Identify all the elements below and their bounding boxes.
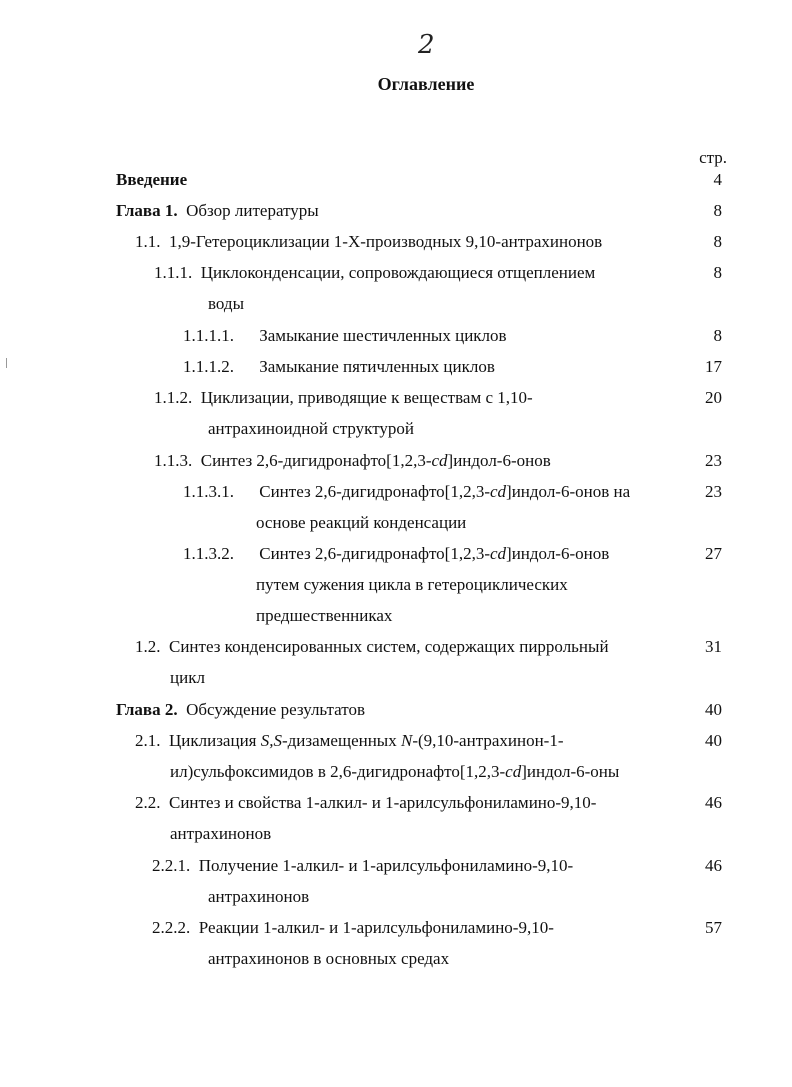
toc-page: 46 [705, 793, 722, 812]
toc-entry-1-1[interactable] [135, 232, 602, 252]
toc-page: 40 [705, 731, 722, 750]
toc-entry-label: Синтез конденсированных систем, содержащих пиррольный [169, 637, 609, 656]
toc-entry-label-italic: cd [431, 451, 448, 470]
toc-page: 4 [713, 170, 722, 189]
toc-entry-label: Обсуждение результатов [186, 700, 366, 719]
toc-page: 57 [705, 918, 722, 937]
toc-entry-1-1-2[interactable] [154, 388, 533, 408]
toc-entry-label-part: Синтез 2,6-дигидронафто[1,2,3- [259, 482, 490, 501]
toc-entry-label-part: ]индол-6-онов [506, 544, 610, 563]
toc-entry-number: 1.1. [135, 232, 161, 251]
toc-entry-continuation: антрахинонов в основных средах [208, 949, 450, 968]
toc-entry-continuation: антрахинонов [208, 887, 310, 906]
toc-entry-continuation: воды [208, 294, 244, 313]
toc-entry-label: Циклоконденсации, сопровождающиеся отщеплением [200, 263, 596, 282]
toc-entry-label: Синтез и свойства 1-алкил- и 1-арилсульфониламино-9,10- [169, 793, 597, 812]
toc-entry-2-2-2[interactable] [152, 918, 554, 938]
toc-entry-label-part: ]индол-6-онов на [506, 482, 631, 501]
toc-entry-number: 2.1. [135, 731, 161, 750]
toc-entry-continuation: предшественниках [256, 606, 393, 625]
toc-entry-label-part: ]индол-6-онов [447, 451, 551, 470]
toc-entry-label-italic: cd [505, 762, 522, 781]
toc-entry-number: 1.1.1.2. [183, 357, 234, 376]
toc-entry-label-part: Циклизация [169, 731, 261, 750]
toc-entry-label: Циклизации, приводящие к веществам с 1,10- [200, 388, 533, 407]
toc-entry-label: 1,9-Гетероциклизации 1-Х-производных 9,10-антрахинонов [169, 232, 603, 251]
toc-entry-1-1-1-2[interactable] [183, 357, 495, 377]
toc-page: 27 [705, 544, 722, 563]
toc-page: 23 [705, 451, 722, 470]
toc-entry-label: Реакции 1-алкил- и 1-арилсульфониламино-9,10- [198, 918, 554, 937]
toc-entry-chapter-1[interactable] [116, 201, 319, 221]
toc-entry-number: 2.2.2. [152, 918, 191, 937]
toc-entry-number: Глава 2. [116, 700, 178, 719]
toc-page: 23 [705, 482, 722, 501]
toc-entry-continuation [170, 762, 619, 782]
toc-entry-1-2[interactable] [135, 637, 609, 657]
toc-entry-number: 2.2. [135, 793, 161, 812]
toc-entry-number: 1.1.1.1. [183, 326, 234, 345]
toc-entry-continuation: основе реакций конденсации [256, 513, 467, 532]
toc-entry-label-italic: cd [490, 482, 507, 501]
toc-entry-intro[interactable] [116, 170, 187, 190]
toc-entry-label-part: ]индол-6-оны [521, 762, 620, 781]
toc-entry-continuation: путем сужения цикла в гетероциклических [256, 575, 568, 594]
toc-page: 20 [705, 388, 722, 407]
toc-page: 8 [713, 326, 722, 345]
toc-entry-number: 1.1.2. [154, 388, 193, 407]
toc-entry-1-1-3-2[interactable] [183, 544, 609, 564]
toc-entry-number: 1.1.3.1. [183, 482, 234, 501]
toc-page: 46 [705, 856, 722, 875]
toc-entry-1-1-3[interactable] [154, 451, 551, 471]
toc-entry-label: Обзор литературы [186, 201, 319, 220]
toc-entry-label-part: Синтез 2,6-дигидронафто[1,2,3- [259, 544, 490, 563]
toc-entry-label-italic: S,S [260, 731, 282, 750]
toc-entry-number: 1.1.1. [154, 263, 193, 282]
toc-page: 8 [713, 263, 722, 282]
toc-entry-2-2[interactable] [135, 793, 596, 813]
toc-entry-1-1-3-1[interactable] [183, 482, 630, 502]
toc-page: 31 [705, 637, 722, 656]
toc-page: 8 [713, 232, 722, 251]
toc-entry-label-part: ил)сульфоксимидов в 2,6-дигидронафто[1,2,3- [170, 762, 506, 781]
toc-entry-label-part: Синтез 2,6-дигидронафто[1,2,3- [200, 451, 432, 470]
toc-entry-chapter-2[interactable] [116, 700, 365, 720]
toc-entry-number: 2.2.1. [152, 856, 191, 875]
page-column-label: стр. [699, 148, 727, 167]
toc-entry-2-1[interactable] [135, 731, 564, 751]
toc-entry-label: Замыкание шестичленных циклов [259, 326, 507, 345]
toc-page: 8 [713, 201, 722, 220]
toc-entry-continuation: антрахиноидной структурой [208, 419, 415, 438]
toc-entry-label-italic: cd [490, 544, 507, 563]
margin-mark [6, 358, 7, 368]
toc-entry-continuation: цикл [170, 668, 205, 687]
handwritten-page-number: 2 [418, 30, 435, 60]
toc-entry-label-part: -(9,10-антрахинон-1- [412, 731, 564, 750]
toc-entry-label: Введение [116, 170, 188, 189]
toc-entry-continuation: антрахинонов [170, 824, 272, 843]
toc-entry-number: 1.1.3.2. [183, 544, 234, 563]
toc-entry-label-part: -дизамещенных [282, 731, 401, 750]
toc-entry-label: Замыкание пятичленных циклов [259, 357, 495, 376]
toc-entry-1-1-1[interactable] [154, 263, 595, 283]
toc-entry-number: Глава 1. [116, 201, 178, 220]
toc-page: 17 [705, 357, 722, 376]
toc-entry-label-italic: N [400, 731, 413, 750]
page-title: Оглавление [377, 74, 475, 94]
toc-entry-label: Получение 1-алкил- и 1-арилсульфониламино-9,10- [198, 856, 574, 875]
toc-entry-number: 1.1.3. [154, 451, 193, 470]
toc-entry-2-2-1[interactable] [152, 856, 573, 876]
toc-page: 40 [705, 700, 722, 719]
toc-entry-number: 1.2. [135, 637, 161, 656]
toc-entry-1-1-1-1[interactable] [183, 326, 507, 346]
